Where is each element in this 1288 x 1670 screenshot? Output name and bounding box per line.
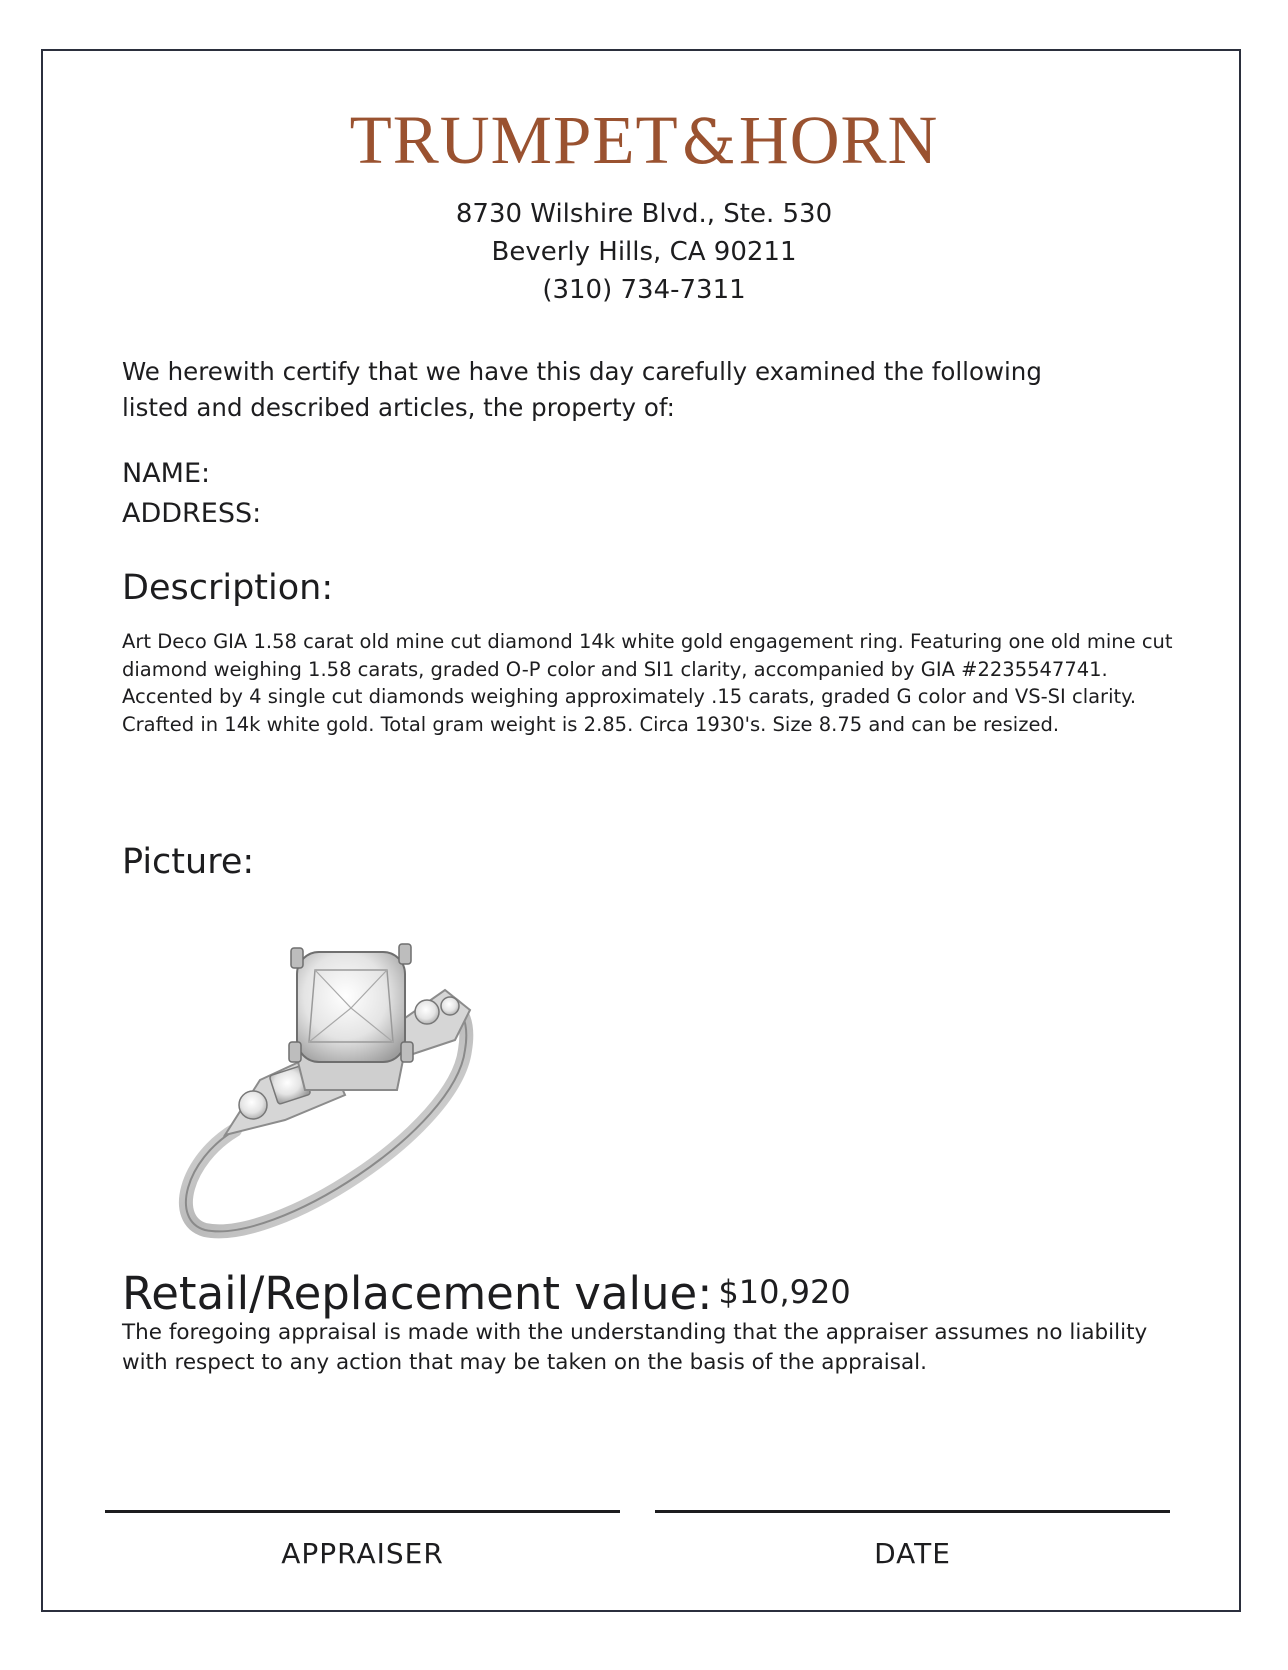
brand-logo (0, 100, 1288, 182)
picture-heading: Picture: (122, 842, 255, 882)
valuation-label: Retail/Replacement value: (122, 1267, 713, 1320)
ring-photo (165, 930, 525, 1240)
owner-address-label: ADDRESS: (122, 498, 262, 529)
owner-name-label: NAME: (122, 458, 211, 489)
appraiser-label: APPRAISER (281, 1537, 444, 1570)
date-label: DATE (874, 1537, 951, 1570)
certification-line-2: listed and described articles, the property of: (122, 393, 675, 422)
appraiser-signature-line (105, 1510, 620, 1513)
address-phone: (310) 734-7311 (542, 275, 746, 305)
appraisal-disclaimer: The foregoing appraisal is made with the understanding that the appraiser assumes no liability with respect to any action that may be taken on the basis of the appraisal. (122, 1320, 1148, 1375)
brand-name-left: TRUMPET (349, 102, 679, 178)
date-signature-line (655, 1510, 1170, 1513)
address-street: 8730 Wilshire Blvd., Ste. 530 (455, 199, 833, 229)
brand-ampersand: & (680, 105, 737, 178)
address-city: Beverly Hills, CA 90211 (491, 237, 797, 267)
description-body: Art Deco GIA 1.58 carat old mine cut diamond 14k white gold engagement ring. Featuring one old mine cut diamond weighing 1.58 carats, graded O-P color and SI1 clarity, accompanied by GIA #2235547741. Accented by 4 single cut diamonds weighing approximately .15 carats, graded G color and VS-SI clarity. Crafted in 14k white gold. Total gram weight is 2.85. Circa 1930's. Size 8.75 and can be resized. (122, 630, 1173, 736)
certification-line-1: We herewith certify that we have this day carefully examined the following (122, 357, 1042, 386)
valuation-line (122, 1262, 1182, 1324)
brand-name-right: HORN (738, 102, 939, 178)
valuation-amount: $10,920 (718, 1273, 851, 1311)
description-heading: Description: (122, 568, 334, 608)
certification-statement (122, 354, 1182, 426)
